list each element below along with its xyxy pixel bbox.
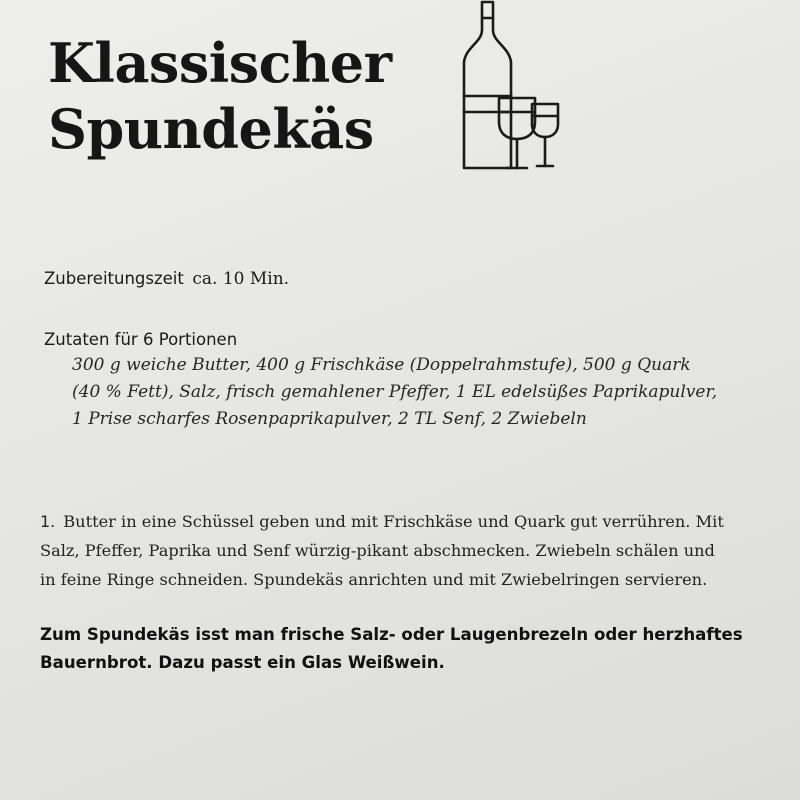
tip-line: Bauernbrot. Dazu passt ein Glas Weißwein. (40, 653, 445, 672)
preparation-time (44, 268, 289, 289)
preparation-step (40, 507, 780, 594)
step-number: 1. (40, 512, 56, 531)
serving-tip (40, 621, 780, 677)
preparation-time-value: ca. 10 Min. (192, 269, 290, 289)
ingredients-line: (40 % Fett), Salz, frisch gemahlener Pfeffer, 1 EL edelsüßes Paprikapulver, (72, 382, 718, 402)
step-line: Salz, Pfeffer, Paprika und Senf würzig-pikant abschmecken. Zwiebeln schälen und (40, 541, 715, 560)
wine-bottle-glasses-icon (455, 0, 565, 175)
recipe-title-line-1: Klassischer (48, 31, 392, 95)
step-text: Butter in eine Schüssel geben und mit Frischkäse und Quark gut verrühren. Mit (63, 512, 724, 531)
recipe-title (48, 30, 392, 162)
ingredients-list (72, 352, 772, 433)
preparation-time-label: Zubereitungszeit (44, 269, 184, 288)
step-line (40, 507, 780, 536)
ingredients-line: 300 g weiche Butter, 400 g Frischkäse (Doppelrahmstufe), 500 g Quark (72, 355, 691, 375)
ingredients-line: 1 Prise scharfes Rosenpaprikapulver, 2 TL Senf, 2 Zwiebeln (72, 409, 587, 429)
recipe-title-line-2: Spundekäs (48, 97, 374, 161)
tip-line: Zum Spundekäs isst man frische Salz- oder Laugenbrezeln oder herzhaftes (40, 625, 743, 644)
ingredients-heading: Zutaten für 6 Portionen (44, 330, 238, 349)
step-line: in feine Ringe schneiden. Spundekäs anrichten und mit Zwiebelringen servieren. (40, 570, 708, 589)
